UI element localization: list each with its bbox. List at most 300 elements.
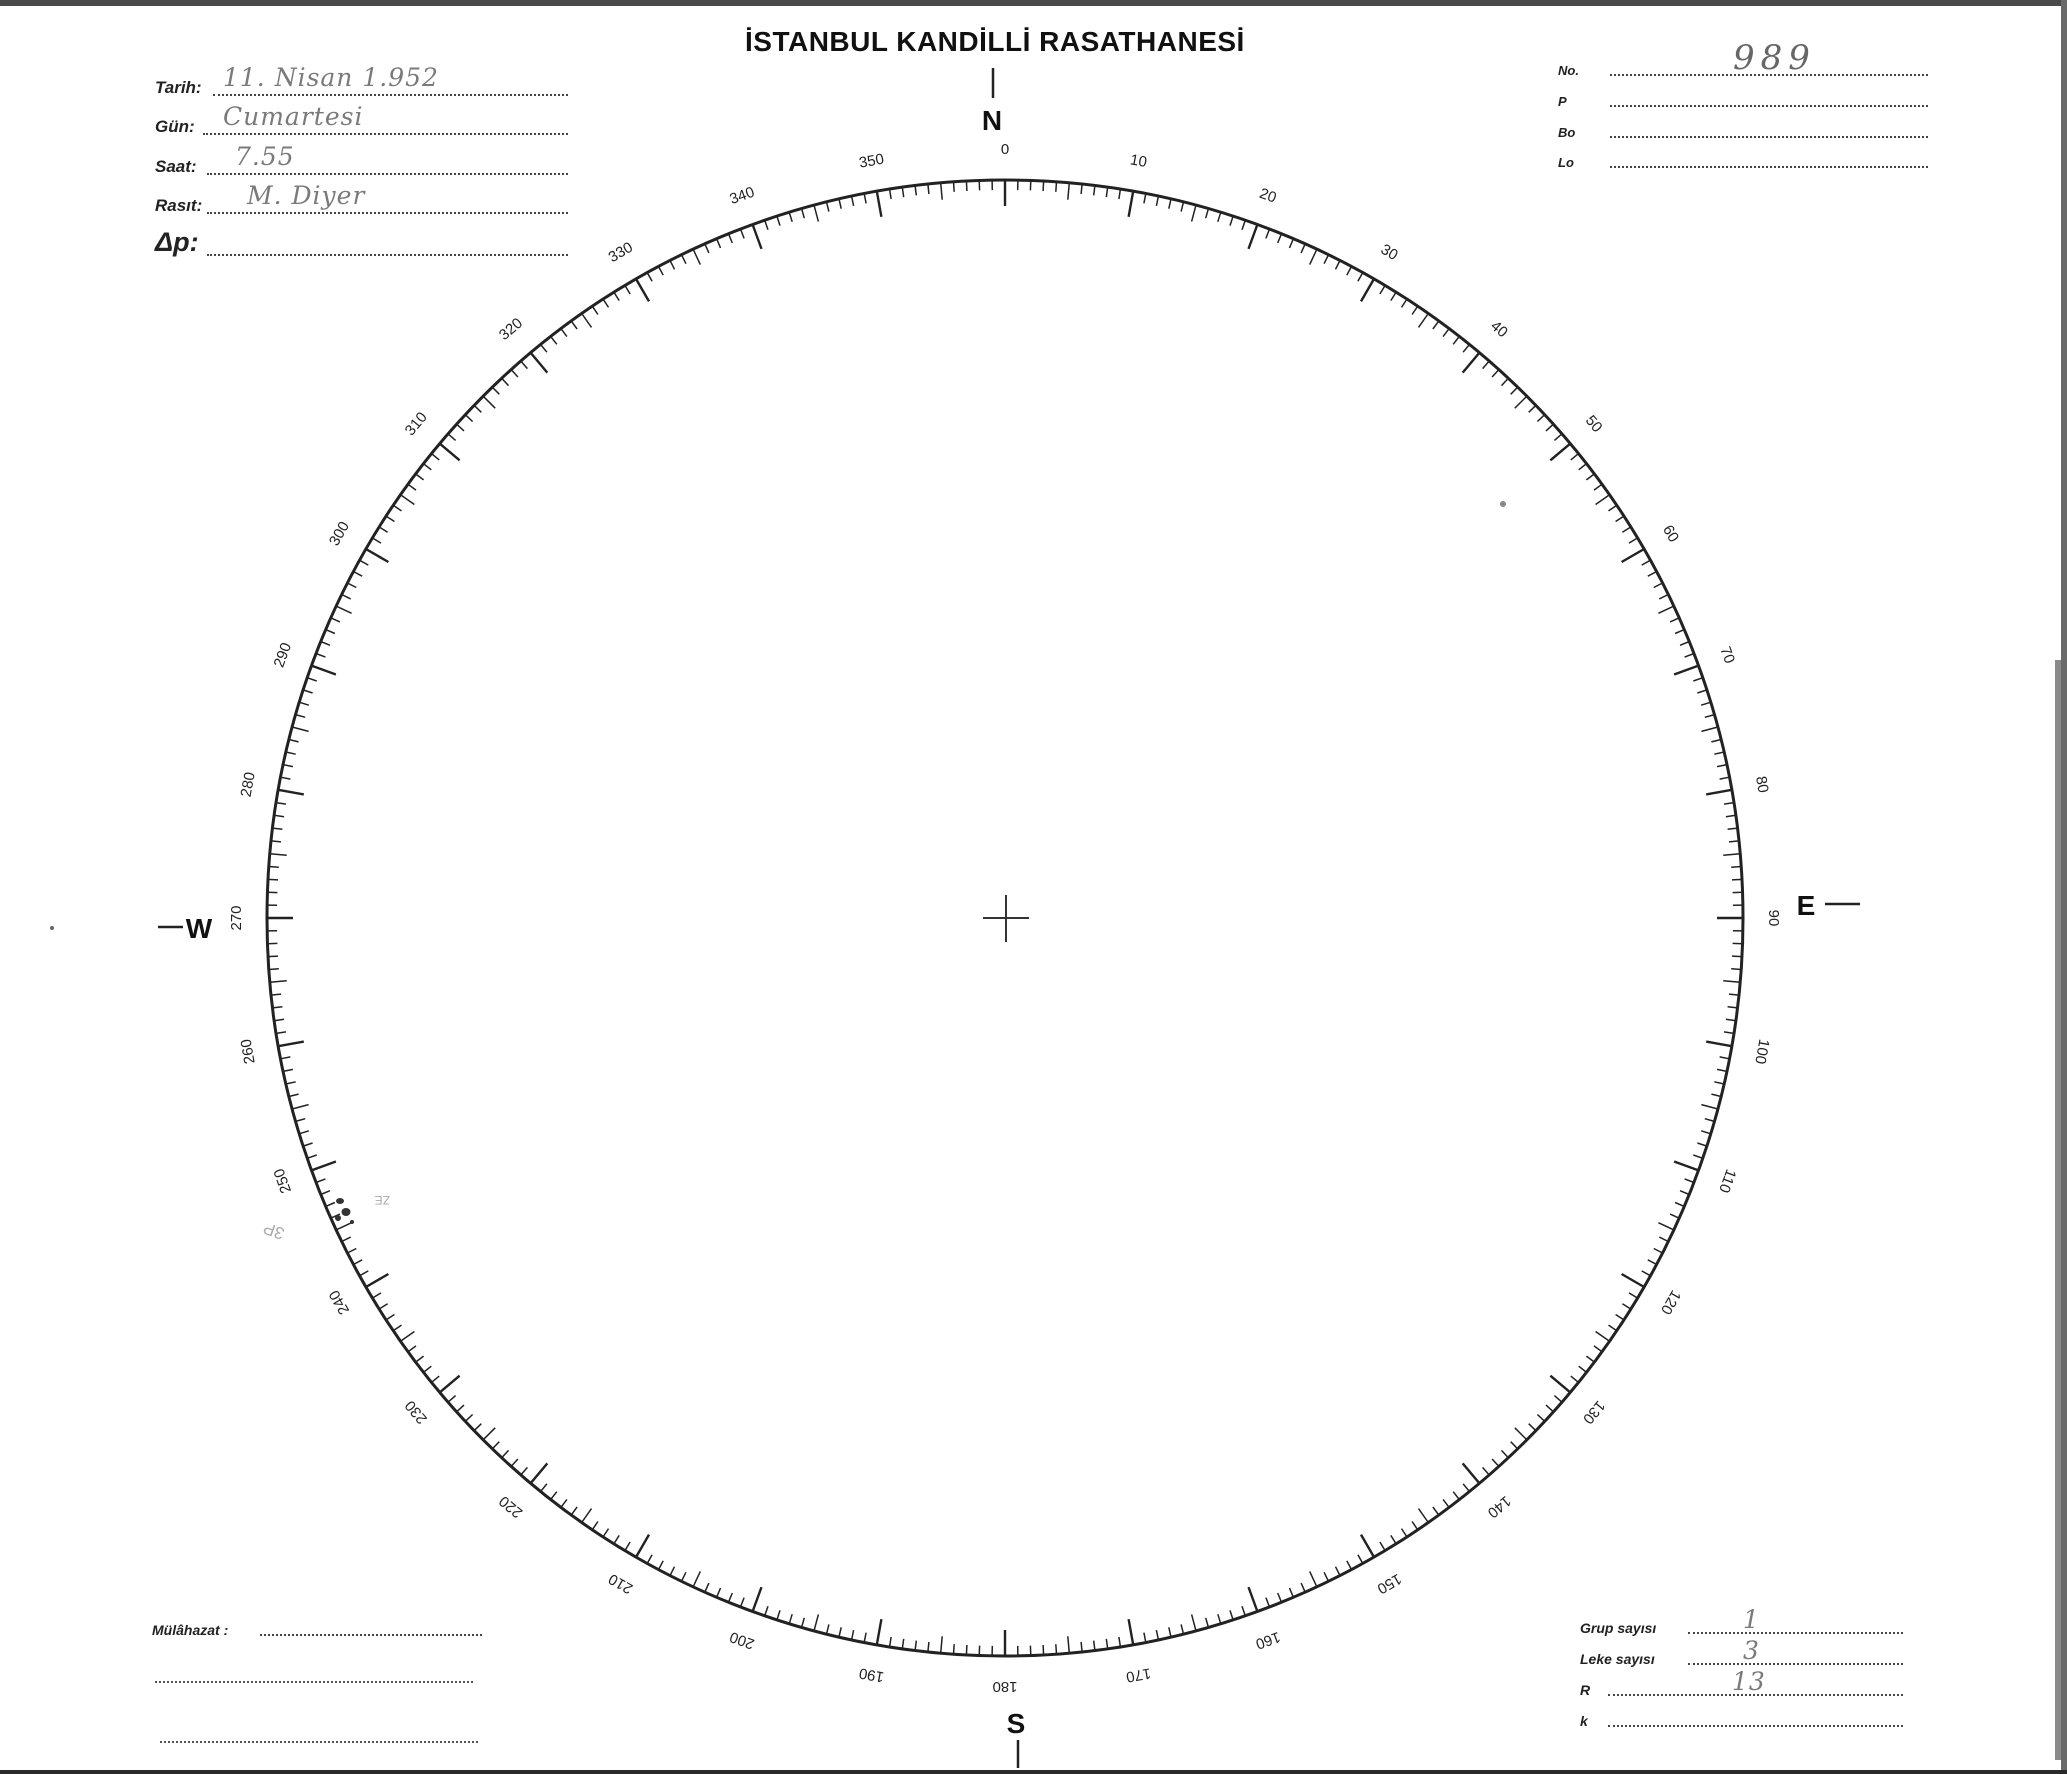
- degree-tick: [1483, 1467, 1490, 1475]
- degree-label: 260: [237, 1037, 259, 1066]
- degree-label: 230: [401, 1396, 431, 1428]
- degree-tick: [1670, 618, 1679, 622]
- degree-tick: [1443, 329, 1449, 337]
- degree-label: 30: [1377, 240, 1401, 264]
- degree-tick: [659, 266, 664, 275]
- degree-tick: [303, 1143, 313, 1146]
- degree-tick: [1391, 292, 1396, 301]
- degree-label: 210: [605, 1569, 636, 1598]
- degree-tick: [670, 260, 675, 269]
- day-value: Cumartesi: [223, 102, 364, 131]
- degree-tick: [647, 1555, 652, 1564]
- degree-tick: [1579, 1366, 1587, 1372]
- degree-tick: [274, 1019, 284, 1020]
- degree-tick: [1443, 1499, 1449, 1507]
- degree-tick: [1705, 715, 1715, 718]
- degree-tick: [326, 1203, 335, 1207]
- degree-tick: [852, 1630, 854, 1640]
- degree-tick: [448, 1396, 456, 1403]
- degree-tick: [1616, 516, 1624, 521]
- degree-tick: [1402, 1529, 1407, 1537]
- degree-tick: [1129, 191, 1134, 217]
- degree-tick: [1622, 1274, 1645, 1287]
- degree-tick: [1675, 1203, 1684, 1207]
- degree-tick: [1546, 1405, 1553, 1412]
- degree-tick: [636, 279, 649, 302]
- degree-tick: [1492, 1459, 1499, 1466]
- degree-tick: [827, 1624, 829, 1634]
- degree-tick: [625, 285, 630, 294]
- degree-tick: [281, 777, 291, 779]
- degree-tick: [353, 1260, 362, 1265]
- degree-tick: [814, 205, 818, 222]
- degree-tick: [268, 956, 278, 957]
- degree-tick: [741, 1598, 745, 1607]
- degree-tick: [331, 618, 340, 622]
- degree-label: 190: [857, 1664, 886, 1686]
- degree-tick: [1728, 828, 1738, 829]
- degree-label: 50: [1581, 412, 1606, 436]
- west-label: W: [185, 913, 213, 944]
- degree-tick: [1622, 549, 1645, 562]
- scan-speck: [1500, 501, 1506, 507]
- degree-tick: [777, 1610, 780, 1620]
- degree-tick: [432, 1376, 440, 1382]
- degree-tick: [864, 1633, 866, 1643]
- degree-tick: [1720, 777, 1730, 779]
- degree-tick: [457, 424, 464, 431]
- degree-tick: [1697, 1143, 1707, 1146]
- degree-tick: [636, 1535, 649, 1558]
- degree-tick: [614, 1535, 619, 1544]
- degree-tick: [1571, 454, 1579, 460]
- degree-tick: [1714, 752, 1724, 754]
- degree-tick: [693, 1571, 700, 1587]
- degree-tick: [1529, 405, 1536, 412]
- degree-tick: [393, 1325, 401, 1331]
- degree-tick: [670, 1567, 675, 1576]
- degree-tick: [278, 1042, 304, 1047]
- degree-tick: [1483, 361, 1490, 369]
- degree-tick: [1290, 1588, 1294, 1597]
- degree-tick: [347, 583, 356, 588]
- degree-tick: [1169, 1627, 1171, 1637]
- degree-tick: [1550, 1376, 1570, 1393]
- degree-label: 300: [325, 518, 354, 549]
- degree-tick: [1290, 239, 1294, 248]
- degree-tick: [1654, 1249, 1663, 1254]
- degree-tick: [347, 1249, 356, 1254]
- degree-tick: [1515, 1428, 1527, 1440]
- degree-label: 290: [270, 640, 296, 670]
- degree-tick: [561, 329, 567, 337]
- spot-count-value: 3: [1743, 1636, 1760, 1665]
- degree-tick: [1728, 1007, 1738, 1008]
- degree-tick: [336, 606, 352, 613]
- degree-tick: [1658, 606, 1674, 613]
- degree-tick: [1701, 702, 1711, 705]
- degree-tick: [307, 1155, 317, 1158]
- degree-tick: [1094, 1641, 1095, 1651]
- degree-tick: [1706, 1042, 1732, 1047]
- degree-tick: [281, 1057, 291, 1059]
- degree-tick: [353, 572, 362, 577]
- degree-tick: [440, 1376, 460, 1393]
- degree-tick: [1119, 189, 1121, 199]
- degree-tick: [1181, 202, 1183, 212]
- degree-tick: [408, 484, 416, 490]
- degree-tick: [717, 1588, 721, 1597]
- degree-tick: [1642, 1271, 1651, 1276]
- degree-tick: [1550, 444, 1570, 461]
- degree-tick: [1043, 1645, 1044, 1655]
- degree-tick: [273, 1007, 283, 1008]
- degree-tick: [1726, 815, 1736, 816]
- degree-tick: [1310, 249, 1317, 265]
- degree-label: 140: [1483, 1492, 1515, 1522]
- degree-tick: [342, 1237, 351, 1241]
- degree-tick: [753, 225, 762, 249]
- degree-tick: [401, 495, 415, 505]
- degree-tick: [928, 184, 929, 194]
- degree-tick: [1230, 1610, 1233, 1620]
- degree-tick: [1674, 666, 1698, 675]
- degree-tick: [1249, 225, 1258, 249]
- degree-tick: [1242, 220, 1245, 230]
- degree-label: 130: [1579, 1396, 1609, 1428]
- degree-tick: [765, 1606, 768, 1616]
- degree-tick: [1711, 740, 1721, 742]
- degree-tick: [276, 1032, 286, 1034]
- degree-tick: [448, 434, 456, 441]
- degree-tick: [273, 828, 283, 829]
- degree-tick: [1706, 790, 1732, 795]
- degree-label: 180: [992, 1678, 1018, 1696]
- degree-tick: [592, 306, 598, 314]
- degree-tick: [474, 1424, 481, 1431]
- degree-label: 70: [1716, 644, 1739, 666]
- degree-tick: [1648, 572, 1657, 577]
- degree-label: 350: [857, 150, 886, 172]
- degree-tick: [915, 186, 916, 196]
- degree-label: 160: [1253, 1627, 1283, 1653]
- time-label: Saat:: [155, 157, 197, 176]
- degree-tick: [1391, 1535, 1396, 1544]
- degree-tick: [366, 1274, 389, 1287]
- degree-tick: [1554, 1396, 1562, 1403]
- degree-tick: [271, 994, 281, 995]
- degree-tick: [1537, 1415, 1544, 1422]
- degree-tick: [1579, 464, 1587, 470]
- degree-tick: [802, 209, 805, 219]
- delta-p-label: Δp:: [155, 227, 199, 257]
- degree-tick: [902, 1639, 903, 1649]
- degree-label: 220: [495, 1492, 527, 1522]
- degree-tick: [1463, 345, 1469, 353]
- degree-tick: [1554, 434, 1562, 441]
- degree-tick: [603, 1529, 608, 1537]
- degree-tick: [1511, 387, 1518, 394]
- degree-tick: [1310, 1571, 1317, 1587]
- degree-tick: [1705, 1119, 1715, 1122]
- degree-tick: [1278, 1593, 1282, 1602]
- degree-tick: [1511, 1442, 1518, 1449]
- degree-label: 240: [325, 1287, 354, 1318]
- degree-tick: [1463, 353, 1480, 373]
- degree-tick: [839, 199, 841, 209]
- degree-tick: [1729, 841, 1739, 842]
- degree-tick: [289, 1094, 299, 1096]
- degree-tick: [1680, 642, 1689, 646]
- degree-tick: [1724, 1032, 1734, 1034]
- degree-tick: [852, 196, 854, 206]
- degree-tick: [492, 387, 499, 394]
- degree-tick: [902, 187, 903, 197]
- degree-tick: [1674, 1162, 1698, 1171]
- degree-tick: [1731, 867, 1741, 868]
- degree-tick: [269, 969, 279, 970]
- degree-tick: [814, 1614, 818, 1631]
- degree-tick: [283, 765, 293, 767]
- p-label: P: [1558, 94, 1567, 109]
- degree-tick: [423, 1366, 431, 1372]
- degree-tick: [408, 1346, 416, 1352]
- degree-tick: [1068, 183, 1070, 200]
- degree-tick: [531, 1463, 548, 1483]
- degree-tick: [1701, 1105, 1718, 1109]
- degree-tick: [789, 1614, 792, 1624]
- remarks-label: Mülâhazat :: [152, 1622, 229, 1638]
- degree-tick: [511, 1459, 518, 1466]
- degree-tick: [1717, 765, 1727, 767]
- degree-tick: [1266, 229, 1270, 238]
- observer-label: Rasıt:: [155, 196, 203, 215]
- degree-tick: [1043, 181, 1044, 191]
- degree-label: 10: [1128, 151, 1149, 171]
- degree-tick: [1081, 184, 1082, 194]
- degree-tick: [541, 345, 547, 353]
- east-label: E: [1796, 890, 1816, 921]
- lo-label: Lo: [1558, 155, 1574, 170]
- degree-tick: [1361, 279, 1374, 302]
- degree-tick: [1156, 196, 1158, 206]
- degree-tick: [1218, 212, 1221, 222]
- degree-tick: [276, 803, 286, 805]
- degree-tick: [582, 1509, 592, 1523]
- degree-tick: [474, 405, 481, 412]
- degree-tick: [1586, 1356, 1594, 1362]
- south-label: S: [1006, 1708, 1026, 1739]
- k-label: k: [1580, 1713, 1588, 1729]
- degree-tick: [1711, 1094, 1721, 1096]
- degree-tick: [1347, 266, 1352, 275]
- degree-tick: [270, 854, 287, 856]
- degree-tick: [312, 666, 336, 675]
- degree-tick: [360, 1271, 369, 1276]
- degree-tick: [292, 1105, 309, 1109]
- degree-label: 200: [727, 1627, 757, 1653]
- degree-tick: [705, 244, 709, 253]
- degree-tick: [1732, 956, 1742, 957]
- degree-tick: [1571, 1376, 1579, 1382]
- degree-tick: [440, 444, 460, 461]
- degree-tick: [379, 1304, 388, 1309]
- degree-tick: [1629, 1293, 1638, 1298]
- degree-tick: [521, 361, 528, 369]
- degree-tick: [954, 1644, 955, 1654]
- degree-tick: [1433, 1507, 1439, 1515]
- degree-tick: [457, 1405, 464, 1412]
- degree-tick: [283, 1069, 293, 1071]
- degree-tick: [1609, 1325, 1617, 1331]
- degree-tick: [1629, 538, 1638, 543]
- degree-tick: [271, 841, 281, 842]
- degree-tick: [682, 255, 686, 264]
- degree-tick: [802, 1618, 805, 1628]
- degree-tick: [386, 516, 394, 521]
- degree-label: 40: [1487, 317, 1511, 342]
- degree-tick: [1192, 205, 1196, 222]
- degree-tick: [1697, 690, 1707, 693]
- sunspot-mark-left: 3P: [260, 1218, 287, 1244]
- sunspot-mark-right: ZE: [374, 1193, 390, 1207]
- degree-tick: [416, 1356, 424, 1362]
- degree-tick: [303, 690, 313, 693]
- degree-tick: [966, 181, 967, 191]
- degree-tick: [1324, 1572, 1328, 1581]
- degree-tick: [1056, 1644, 1057, 1654]
- degree-label: 120: [1656, 1287, 1685, 1318]
- degree-tick: [1278, 234, 1282, 243]
- degree-tick: [966, 1645, 967, 1655]
- degree-tick: [1693, 1155, 1703, 1158]
- degree-tick: [268, 879, 278, 880]
- degree-tick: [753, 1587, 762, 1611]
- degree-tick: [326, 630, 335, 634]
- degree-label: 280: [237, 770, 259, 799]
- degree-tick: [521, 1467, 528, 1475]
- degree-tick: [659, 1561, 664, 1570]
- r-label: R: [1580, 1682, 1591, 1698]
- degree-label: 110: [1715, 1166, 1740, 1196]
- degree-tick: [296, 715, 306, 718]
- degree-tick: [777, 216, 780, 226]
- degree-tick: [789, 212, 792, 222]
- degree-tick: [1144, 194, 1146, 204]
- degree-tick: [561, 1499, 567, 1507]
- number-value: 989: [1733, 38, 1816, 78]
- degree-tick: [717, 239, 721, 248]
- spot-count-label: Leke sayısı: [1580, 1651, 1655, 1667]
- degree-tick: [693, 249, 700, 265]
- degree-label: 330: [605, 238, 636, 267]
- number-label: No.: [1558, 63, 1579, 78]
- degree-label: 60: [1659, 522, 1683, 546]
- degree-tick: [1492, 370, 1499, 377]
- degree-tick: [1129, 1619, 1134, 1645]
- degree-tick: [1502, 378, 1509, 385]
- observatory-title: İSTANBUL KANDİLLİ RASATHANESİ: [745, 26, 1245, 57]
- degree-tick: [1648, 1260, 1657, 1265]
- degree-tick: [1701, 1131, 1711, 1134]
- degree-tick: [1596, 495, 1610, 505]
- degree-tick: [492, 1442, 499, 1449]
- date-label: Tarih:: [155, 78, 202, 97]
- degree-tick: [1622, 1304, 1631, 1309]
- degree-tick: [416, 474, 424, 480]
- degree-tick: [423, 464, 431, 470]
- degree-tick: [765, 220, 768, 230]
- degree-tick: [316, 1179, 325, 1183]
- degree-tick: [1358, 273, 1363, 282]
- degree-tick: [1546, 424, 1553, 431]
- degree-tick: [296, 1119, 306, 1122]
- degree-tick: [432, 454, 440, 460]
- degree-tick: [1594, 1346, 1602, 1352]
- degree-tick: [1419, 1509, 1429, 1523]
- degree-tick: [321, 642, 330, 646]
- degree-tick: [592, 1522, 598, 1530]
- degree-label: 270: [227, 905, 245, 931]
- degree-tick: [1729, 994, 1739, 995]
- degree-label: 100: [1751, 1037, 1773, 1066]
- degree-tick: [1412, 306, 1418, 314]
- degree-tick: [1453, 336, 1459, 344]
- degree-tick: [1156, 1630, 1158, 1640]
- scan-speck-2: [50, 926, 54, 930]
- degree-tick: [682, 1572, 686, 1581]
- degree-label: 90: [1765, 909, 1783, 927]
- degree-label: 20: [1257, 184, 1279, 207]
- degree-tick: [360, 560, 369, 565]
- degree-tick: [1056, 182, 1057, 192]
- degree-tick: [1230, 216, 1233, 226]
- degree-tick: [1301, 1583, 1305, 1592]
- degree-tick: [1622, 527, 1631, 532]
- degree-tick: [1537, 415, 1544, 422]
- degree-tick: [1685, 1179, 1694, 1183]
- degree-tick: [1206, 209, 1209, 219]
- degree-tick: [1723, 981, 1740, 983]
- degree-tick: [531, 353, 548, 373]
- degree-tick: [1670, 1214, 1679, 1218]
- degree-tick: [372, 1293, 381, 1298]
- degree-tick: [1717, 1069, 1727, 1071]
- degree-tick: [625, 1542, 630, 1551]
- degree-tick: [1081, 1642, 1082, 1652]
- north-label: N: [981, 105, 1003, 136]
- time-value: 7.55: [235, 142, 295, 171]
- degree-label: 320: [495, 314, 527, 344]
- degree-tick: [1301, 244, 1305, 253]
- degree-tick: [729, 234, 733, 243]
- degree-tick: [1218, 1614, 1221, 1624]
- degree-tick: [603, 299, 608, 307]
- degree-tick: [1609, 505, 1617, 511]
- day-label: Gün:: [155, 117, 195, 136]
- degree-tick: [465, 415, 472, 422]
- degree-tick: [614, 292, 619, 301]
- degree-tick: [915, 1641, 916, 1651]
- degree-tick: [278, 790, 304, 795]
- degree-tick: [1731, 969, 1741, 970]
- degree-tick: [582, 314, 592, 328]
- degree-tick: [286, 752, 296, 754]
- degree-tick: [1380, 285, 1385, 294]
- degree-tick: [312, 1162, 336, 1171]
- degree-tick: [1701, 727, 1718, 731]
- degree-tick: [1616, 1315, 1624, 1320]
